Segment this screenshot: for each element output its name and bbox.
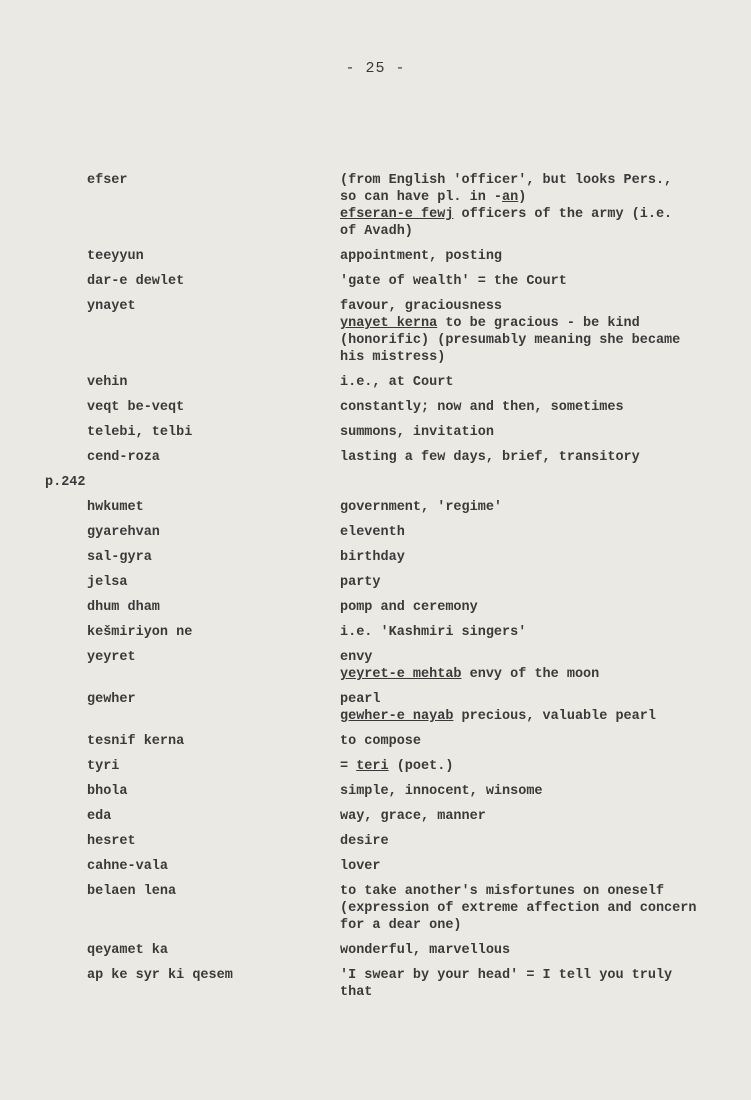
definition-text: his mistress) (340, 350, 446, 365)
definition-line (340, 708, 720, 725)
glossary-term: kešmiriyon ne (87, 625, 193, 640)
glossary-entry (0, 733, 751, 758)
glossary-entry (0, 524, 751, 549)
definition-line (340, 733, 720, 750)
glossary-definition (340, 599, 720, 616)
definition-line (340, 332, 720, 349)
glossary-entry (0, 549, 751, 574)
definition-text: wonderful, marvellous (340, 943, 511, 958)
glossary-term: qeyamet ka (87, 943, 169, 958)
glossary-definition (340, 758, 720, 775)
definition-text: (from English 'officer', but looks Pers., (340, 173, 673, 188)
glossary-definition (340, 273, 720, 290)
glossary-definition (340, 549, 720, 566)
definition-text: so can have pl. in - (340, 190, 503, 205)
definition-line (340, 248, 720, 265)
definition-text: that (340, 985, 373, 1000)
definition-text: desire (340, 834, 389, 849)
definition-line (340, 900, 720, 917)
underlined-phrase: efseran-e fewj (340, 207, 454, 222)
definition-text: envy of the moon (461, 667, 600, 682)
glossary-definition (340, 424, 720, 441)
glossary-entry (0, 248, 751, 273)
glossary-entry (0, 783, 751, 808)
glossary-entry (0, 298, 751, 374)
glossary-term: jelsa (87, 575, 128, 590)
definition-text: constantly; now and then, sometimes (340, 400, 624, 415)
glossary-entry (0, 858, 751, 883)
definition-text: i.e. 'Kashmiri singers' (340, 625, 527, 640)
glossary-definition (340, 624, 720, 641)
definition-line (340, 172, 720, 189)
definition-text: officers of the army (i.e. (453, 207, 673, 222)
definition-line (340, 549, 720, 566)
definition-line (340, 917, 720, 934)
glossary-term: gewher (87, 692, 136, 707)
definition-text: eleventh (340, 525, 405, 540)
definition-text: (poet.) (388, 759, 454, 774)
definition-text: = (340, 759, 357, 774)
glossary-definition (340, 808, 720, 825)
definition-line (340, 315, 720, 332)
definition-text: lasting a few days, brief, transitory (340, 450, 640, 465)
page-number: - 25 - (345, 60, 406, 77)
glossary-term: ap ke syr ki qesem (87, 968, 233, 983)
glossary-definition (340, 858, 720, 875)
definition-line (340, 858, 720, 875)
definition-line (340, 524, 720, 541)
glossary-entry (0, 833, 751, 858)
definition-line (340, 624, 720, 641)
glossary-definition (340, 298, 720, 366)
glossary-term: ynayet (87, 299, 136, 314)
page-marker-label: p.242 (45, 475, 86, 490)
glossary-term: yeyret (87, 650, 136, 665)
glossary-entry (0, 691, 751, 733)
glossary-term: hwkumet (87, 500, 144, 515)
glossary-entry (0, 424, 751, 449)
glossary-term: tyri (87, 759, 120, 774)
definition-text: ) (518, 190, 527, 205)
definition-text: lover (340, 859, 381, 874)
glossary-definition (340, 248, 720, 265)
glossary-term: hesret (87, 834, 136, 849)
definition-line (340, 942, 720, 959)
glossary-entry (0, 942, 751, 967)
definition-text: (honorific) (presumably meaning she became (340, 333, 681, 348)
glossary-term: cend-roza (87, 450, 160, 465)
definition-text: to take another's misfortunes on oneself (340, 884, 665, 899)
glossary-term: belaen lena (87, 884, 177, 899)
underlined-phrase: gewher-e nayab (340, 709, 454, 724)
definition-line (340, 374, 720, 391)
definition-text: (expression of extreme affection and concern (340, 901, 697, 916)
definition-line (340, 984, 720, 1001)
underlined-phrase: yeyret-e mehtab (340, 667, 462, 682)
glossary-term: dar-e dewlet (87, 274, 185, 289)
definition-line (340, 424, 720, 441)
glossary-group-a (0, 172, 751, 474)
glossary-definition (340, 374, 720, 391)
definition-line (340, 574, 720, 591)
definition-text: government, 'regime' (340, 500, 503, 515)
glossary-definition (340, 967, 720, 1001)
glossary-definition (340, 499, 720, 516)
glossary-definition (340, 399, 720, 416)
glossary-entry (0, 758, 751, 783)
glossary-entry (0, 624, 751, 649)
glossary-definition (340, 783, 720, 800)
definition-text: party (340, 575, 381, 590)
definition-line (340, 599, 720, 616)
glossary-definition (340, 524, 720, 541)
glossary-definition (340, 449, 720, 466)
glossary-entry (0, 399, 751, 424)
glossary-definition (340, 649, 720, 683)
glossary-entry (0, 649, 751, 691)
definition-text: appointment, posting (340, 249, 503, 264)
definition-line (340, 808, 720, 825)
definition-line (340, 967, 720, 984)
glossary-term: bhola (87, 784, 128, 799)
glossary-definition (340, 733, 720, 750)
glossary-entry (0, 599, 751, 624)
definition-text: to be gracious - be kind (437, 316, 640, 331)
definition-text: summons, invitation (340, 425, 494, 440)
glossary-term: veqt be-veqt (87, 400, 185, 415)
definition-text: favour, graciousness (340, 299, 503, 314)
glossary-group-b (0, 499, 751, 1009)
definition-text: to compose (340, 734, 422, 749)
glossary-definition (340, 942, 720, 959)
glossary-list (0, 172, 751, 1009)
glossary-entry (0, 273, 751, 298)
definition-line (340, 399, 720, 416)
definition-text: birthday (340, 550, 405, 565)
definition-text: of Avadh) (340, 224, 413, 239)
glossary-entry (0, 499, 751, 524)
definition-line (340, 223, 720, 240)
page-marker (0, 474, 751, 499)
glossary-entry (0, 374, 751, 399)
definition-text: pearl (340, 692, 381, 707)
definition-line (340, 649, 720, 666)
definition-line (340, 499, 720, 516)
definition-text: 'gate of wealth' = the Court (340, 274, 567, 289)
glossary-entry (0, 883, 751, 942)
definition-line (340, 783, 720, 800)
glossary-term: efser (87, 173, 128, 188)
glossary-entry (0, 808, 751, 833)
definition-text: 'I swear by your head' = I tell you truly (340, 968, 673, 983)
definition-line (340, 189, 720, 206)
underlined-phrase: teri (356, 759, 389, 774)
definition-text: for a dear one) (340, 918, 462, 933)
definition-text: i.e., at Court (340, 375, 454, 390)
underlined-phrase: ynayet kerna (340, 316, 438, 331)
glossary-term: vehin (87, 375, 128, 390)
glossary-term: cahne-vala (87, 859, 169, 874)
definition-line (340, 691, 720, 708)
definition-text: way, grace, manner (340, 809, 486, 824)
definition-line (340, 206, 720, 223)
definition-line (340, 883, 720, 900)
glossary-term: sal-gyra (87, 550, 152, 565)
glossary-term: gyarehvan (87, 525, 160, 540)
glossary-definition (340, 833, 720, 850)
glossary-entry (0, 967, 751, 1009)
definition-text: simple, innocent, winsome (340, 784, 543, 799)
glossary-term: telebi, telbi (87, 425, 193, 440)
glossary-term: tesnif kerna (87, 734, 185, 749)
definition-line (340, 666, 720, 683)
glossary-definition (340, 691, 720, 725)
glossary-definition (340, 172, 720, 240)
definition-text: precious, valuable pearl (453, 709, 656, 724)
definition-text: pomp and ceremony (340, 600, 478, 615)
glossary-term: teeyyun (87, 249, 144, 264)
definition-line (340, 273, 720, 290)
definition-text: envy (340, 650, 373, 665)
glossary-entry (0, 449, 751, 474)
glossary-entry (0, 574, 751, 599)
definition-line (340, 298, 720, 315)
definition-line (340, 449, 720, 466)
definition-line (340, 758, 720, 775)
definition-line (340, 833, 720, 850)
glossary-entry (0, 172, 751, 248)
underlined-phrase: an (502, 190, 519, 205)
glossary-definition (340, 574, 720, 591)
glossary-definition (340, 883, 720, 934)
glossary-term: dhum dham (87, 600, 160, 615)
definition-line (340, 349, 720, 366)
glossary-term: eda (87, 809, 112, 824)
